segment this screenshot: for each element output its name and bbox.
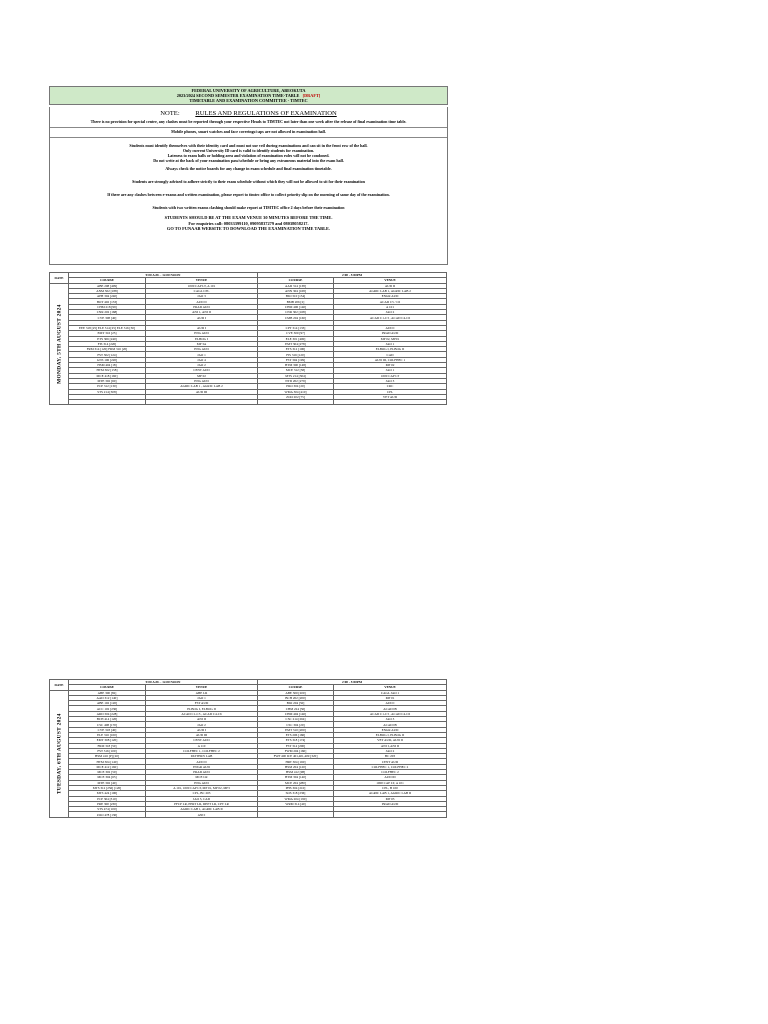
pm-course-cell: AAD 314 [138] <box>258 283 334 288</box>
table-row <box>50 812 447 817</box>
pm-course-cell: MCE 204 [280] <box>258 780 334 785</box>
pm-course-cell: WMA 304 [410] <box>258 389 334 394</box>
pm-course-cell: MTS 214 [304] <box>258 373 334 378</box>
university-name: FEDERAL UNIVERSITY OF AGRICULTURE, ABEOKUTA <box>191 87 306 93</box>
pm-course-cell: HTM 300 [148] <box>258 363 334 368</box>
am-venue-cell: JAO 1 <box>146 695 258 700</box>
am-course-cell: HSM 404 [18] <box>69 363 146 368</box>
pm-venue-cell: VET AUD <box>334 394 447 399</box>
pm-course-cell: ETS 318 [174] <box>258 738 334 743</box>
venue-column-header: VENUE <box>334 278 447 283</box>
am-venue-cell: COLFHEC 1, COLFHEC 2 <box>146 748 258 753</box>
exam-date-cell: MONDAY, 5TH AUGUST 2024 <box>50 283 69 405</box>
pm-course-cell: CHM 224 [50] <box>258 706 334 711</box>
pm-course-cell: CPT 314 [133] <box>258 325 334 330</box>
am-course-cell: FRM 318 [50] <box>69 743 146 748</box>
am-venue-cell: PFCP LR, PERT LR, DEPT LR, CPT LR <box>146 801 258 806</box>
am-course-cell: ETS 306 [240] <box>69 336 146 341</box>
am-course-cell: HTM 302 [158] <box>69 368 146 373</box>
am-venue-cell: AUD III <box>146 732 258 737</box>
am-course-cell: PRE 300 [230] <box>69 801 146 806</box>
committee-name: TIMETABLE AND EXAMINATION COMMITTEE - TIMTEC <box>189 97 308 103</box>
pm-course-cell: FST 304 [199] <box>258 357 334 362</box>
pm-venue-cell: COLFHEC 1, COLFHEC 2 <box>334 764 447 769</box>
am-course-cell: MTS 312 [256] [120] <box>69 785 146 790</box>
course-column-header: COURSE <box>258 685 334 690</box>
am-course-cell <box>69 400 146 405</box>
am-venue-cell: MCE LR <box>146 775 258 780</box>
am-venue-cell: JAO 1 <box>146 352 258 357</box>
rule-identity: Students must identify themselves with their identity card and must not use veil during examinations and can sit in the front row of the hall. <box>129 142 368 148</box>
pm-venue-cell: ENGR AUD <box>334 727 447 732</box>
am-venue-cell: 1000 CAP LT, A 101 <box>146 283 258 288</box>
pm-venue-cell: ELBOG I, ELBOG II <box>334 347 447 352</box>
am-course-cell: CNR 202 [168] <box>69 310 146 315</box>
am-course-cell: MCE 412 [160] <box>69 764 146 769</box>
pm-course-cell: CHM 404 [140] <box>258 711 334 716</box>
download-line: GO TO FUNAAB WEBSITE TO DOWNLOAD THE EXAMINATION TIME TABLE. <box>166 226 331 232</box>
pm-venue-cell: ENGR AUD <box>334 294 447 299</box>
pm-venue-cell: JAO 1 <box>334 368 447 373</box>
am-course-cell: CVE 308 [40] <box>69 315 146 320</box>
pm-course-cell: ELE 301 [400] <box>258 336 334 341</box>
am-course-cell: CHM 218 [99] <box>69 304 146 309</box>
am-venue-cell: JAO 3, CAD <box>146 796 258 801</box>
pm-venue-cell: JAO 3 <box>334 378 447 383</box>
am-course-cell: MCE 302 [50] <box>69 770 146 775</box>
am-course-cell: MTE 302 [40] <box>69 780 146 785</box>
rules-section <box>49 107 448 265</box>
am-course-cell: HSM 416 [P] [20] <box>69 754 146 759</box>
pm-course-cell: EMT 310 [200] <box>258 727 334 732</box>
am-venue-cell: ENG AUD <box>146 378 258 383</box>
timetable-title: 2023/2024 SECOND SEMESTER EXAMINATION TIME-TABLE [DRAFT] <box>176 92 321 98</box>
pm-course-cell: CNR 302 [168] <box>258 310 334 315</box>
am-venue-cell: ABE LR <box>146 690 258 695</box>
pm-course-cell: HSM 412 [98] <box>258 770 334 775</box>
course-column-header: COURSE <box>69 278 146 283</box>
venue-column-header: VENUE <box>146 278 258 283</box>
pm-course-cell: HSM 204 [120] <box>258 764 334 769</box>
pm-course-cell: BMB 206 [2] <box>258 299 334 304</box>
afternoon-slot-header: 2:00 - 5:00PM <box>258 273 447 278</box>
am-venue-cell: PRAD AUD <box>146 770 258 775</box>
pm-course-cell: ETS 312 [100] <box>258 347 334 352</box>
am-course-cell: AAD 312 [140] <box>69 695 146 700</box>
course-column-header: COURSE <box>258 278 334 283</box>
am-venue-cell: A 110 <box>146 743 258 748</box>
am-venue-cell: ENGR AUD <box>146 764 258 769</box>
pm-course-cell: HTM 304 [140] <box>258 775 334 780</box>
am-course-cell: EMT 316 [25] <box>69 331 146 336</box>
rules-heading: RULES AND REGULATIONS OF EXAMINATION <box>195 110 337 117</box>
pm-venue-cell: ACAD C5 / C6 <box>334 299 447 304</box>
enquiries-line: For enquiries call: 08033399110, 09095837279 and 08038058217. <box>188 220 309 226</box>
pm-venue-cell: BC 203 <box>334 754 447 759</box>
pm-course-cell: PRO 304 [20] <box>258 384 334 389</box>
am-venue-cell: ANI II <box>146 717 258 722</box>
pm-venue-cell: ACAD C1-C3 , ACAD C4-C6 <box>334 711 447 716</box>
am-course-cell: FST 316 [100] <box>69 748 146 753</box>
morning-slot-header: 9:00 A.M. - 12.00 NOON <box>69 680 258 685</box>
am-course-cell: STS 474 [100] <box>69 807 146 812</box>
am-course-cell: PCP 312 [130] <box>69 384 146 389</box>
pm-venue-cell: 1000 CAP LT <box>334 373 447 378</box>
am-venue-cell: ENG AUD <box>146 347 258 352</box>
am-course-cell: FST 302 [124] <box>69 352 146 357</box>
draft-label: [DRAFT] <box>302 92 321 98</box>
am-venue-cell: AGRIC LAB 1, AGRIC LAB II <box>146 807 258 812</box>
pm-venue-cell: PRAD AUD <box>334 331 447 336</box>
am-course-cell: BOT 402 [133] <box>69 299 146 304</box>
am-course-cell: FRM 314 [120] FRM 316 [20] <box>69 347 146 352</box>
rule-id-card: Only current University ID card is valid to identify students for examination. <box>182 147 315 153</box>
am-course-cell: EMT 308 [120] <box>69 738 146 743</box>
rule-exam-schedule: Students are strongly advised to adhere strictly to their exam schedule without which they will not be allowed to sit for their examination <box>132 179 365 185</box>
am-venue-cell: CENT AUD <box>146 368 258 373</box>
am-venue-cell: ELBOG I, ELBOG II <box>146 706 258 711</box>
am-course-cell: BCH 414 [120] <box>69 717 146 722</box>
rule-mobile-phones: Mobile phones, smart watches and face coverings/caps are not allowed in examination hall. <box>171 128 326 134</box>
pm-course-cell: CVE 300 [97] <box>258 331 334 336</box>
pm-venue-cell: CAGL JAO 1 <box>334 690 447 695</box>
am-venue-cell: CENT AUD <box>146 738 258 743</box>
pm-venue-cell: JAO 2 <box>334 748 447 753</box>
pm-course-cell: CSC 214 [264] <box>258 717 334 722</box>
am-venue-cell: ACAD C1-C3 , ACAD C4-C6 <box>146 711 258 716</box>
pm-course-cell: FIS 316 [120] <box>258 352 334 357</box>
timetable-tuesday <box>49 679 447 818</box>
pm-course-cell: FST 314 [200] <box>258 743 334 748</box>
pm-venue-cell: MP 01 <box>334 695 447 700</box>
am-venue-cell: AUD II <box>146 299 258 304</box>
pm-course-cell: ABE 300 [200] <box>258 690 334 695</box>
exam-timetable-header <box>49 86 448 105</box>
venue-column-header: VENUE <box>334 685 447 690</box>
pm-venue-cell: MP 03 <box>334 796 447 801</box>
am-venue-cell: AUD I <box>146 727 258 732</box>
afternoon-slot-header: 2:00 - 5:00PM <box>258 680 447 685</box>
pm-course-cell: NTD 202 [279] <box>258 378 334 383</box>
rule-special-centre: There is no provision for special centre, any clashes must be reported through your respective Heads to TIMTEC not later than one week after the release of final examination time table. <box>90 119 407 124</box>
pm-venue-cell: AGRIC LAB 1, AGRIC LAB II <box>334 791 447 796</box>
am-venue-cell: PATTERN LAB <box>146 754 258 759</box>
am-course-cell: PCP 304 [310] <box>69 796 146 801</box>
am-venue-cell <box>146 400 258 405</box>
pm-venue-cell: CAD <box>334 352 447 357</box>
pm-venue-cell: CPL, B 100 <box>334 785 447 790</box>
am-course-cell: HTM 304 [140] <box>69 759 146 764</box>
pm-venue-cell: JAO 3 <box>334 717 447 722</box>
pm-venue-cell: ACAD C1-C3 , ACAD C4-C6 <box>334 315 447 320</box>
pm-venue-cell: CENT AUD <box>334 759 447 764</box>
am-course-cell: MCE 418 [160] <box>69 373 146 378</box>
course-column-header: COURSE <box>69 685 146 690</box>
am-course-cell: ABE 102 [120] <box>69 701 146 706</box>
am-venue-cell: AUD II <box>146 759 258 764</box>
pm-course-cell: MCE 312 [58] <box>258 368 334 373</box>
pm-course-cell: HRT 304 [160] <box>258 759 334 764</box>
am-venue-cell: PRAD AUD <box>146 304 258 309</box>
pm-venue-cell: JAO 2 <box>334 310 447 315</box>
pm-course-cell: WMA 204 [190] <box>258 796 334 801</box>
pm-course-cell <box>258 812 334 817</box>
pm-course-cell: EMT 304 [278] <box>258 341 334 346</box>
am-course-cell: ELE 316 [100] <box>69 732 146 737</box>
am-course-cell: EEE 318 [25] ELE 314 [25] ELE 316 [30] <box>69 325 146 330</box>
pm-venue-cell: ANI I, ANI II <box>334 743 447 748</box>
am-course-cell: ABE 208 [409] <box>69 283 146 288</box>
divider <box>50 137 447 138</box>
am-venue-cell: CPL, BC 203 <box>146 791 258 796</box>
am-venue-cell: ENG AUD <box>146 331 258 336</box>
am-course-cell: ARD 304 [228] <box>69 711 146 716</box>
am-venue-cell: ANI I <box>146 812 258 817</box>
pm-venue-cell: ELBOG I, ELBOG II <box>334 732 447 737</box>
pm-venue-cell: VET AUD, AUD II <box>334 738 447 743</box>
pm-venue-cell: AUD III, COLFHEC 1 <box>334 357 447 362</box>
timetable-monday <box>49 272 447 405</box>
pm-venue-cell: MP 02 <box>334 363 447 368</box>
pm-venue-cell: AUD II <box>334 283 447 288</box>
pm-venue-cell: CRC <box>334 384 447 389</box>
pm-course-cell: BIO 204 [50] <box>258 701 334 706</box>
am-course-cell: ZOO 478 [130] <box>69 812 146 817</box>
am-course-cell: APH 304 [240] <box>69 294 146 299</box>
pm-venue-cell: 1000 CAP LT, A 101 <box>334 780 447 785</box>
pm-course-cell: PHS 304 [210] <box>258 785 334 790</box>
am-course-cell: CSC 408 [170] <box>69 722 146 727</box>
am-course-cell: ANM 302 [188] <box>69 288 146 293</box>
am-course-cell: STS 214 [308] <box>69 389 146 394</box>
am-venue-cell: AUD I <box>146 315 258 320</box>
pm-venue-cell: AGRIC LAB 1, AGRIC LAB 2 <box>334 288 447 293</box>
pm-venue-cell: ACAD IB <box>334 706 447 711</box>
am-venue-cell: JAO 3 <box>146 294 258 299</box>
pm-venue-cell: COLFHEC 2 <box>334 770 447 775</box>
date-column-header: DATE <box>50 273 69 284</box>
rule-notice-boards: Always check the notice boards for any change in exam schedule and final examination timetable. <box>165 166 332 172</box>
pm-venue-cell <box>334 812 447 817</box>
morning-slot-header: 9:00 A.M. - 12.00 NOON <box>69 273 258 278</box>
am-venue-cell: ELBOG I <box>146 336 258 341</box>
am-course-cell: ABE 300 [82] <box>69 690 146 695</box>
am-course-cell: MCE 304 [65] <box>69 775 146 780</box>
pm-course-cell: ANN 304 [168] <box>258 288 334 293</box>
pm-course-cell: ETS 206 [160] <box>258 732 334 737</box>
pm-course-cell: CHM 406 [140] <box>258 304 334 309</box>
pm-venue-cell: JAO 1 <box>334 341 447 346</box>
pm-course-cell: BIO 310 [154] <box>258 294 334 299</box>
pm-venue-cell: AUD I <box>334 701 447 706</box>
pm-venue-cell: CPL <box>334 389 447 394</box>
note-label: NOTE: <box>160 110 180 117</box>
date-column-header: DATE <box>50 680 69 691</box>
am-venue-cell: ANI 1, ANI II <box>146 310 258 315</box>
am-venue-cell: AGRIC LAB 1 , AGRIC LAB 2 <box>146 384 258 389</box>
pm-course-cell: CMB 204 [160] <box>258 315 334 320</box>
pm-venue-cell: A 101 <box>334 304 447 309</box>
am-venue-cell: AUD I <box>146 325 258 330</box>
pm-course-cell: ZOO 202 [75] <box>258 394 334 399</box>
pm-course-cell: BCH 202 [200] <box>258 695 334 700</box>
am-venue-cell: AUD III <box>146 389 258 394</box>
am-venue-cell: JAO 2 <box>146 722 258 727</box>
am-course-cell: CVE 318 [40] <box>69 727 146 732</box>
am-course-cell: MTS 424 [100] <box>69 791 146 796</box>
rules-heading-line <box>50 110 447 118</box>
pm-venue-cell: AUD III <box>334 775 447 780</box>
rule-written-clashes: Students with two written exams clashing should make report at TIMTEC office 2 days before their examination <box>152 205 345 211</box>
venue-column-header: VENUE <box>146 685 258 690</box>
am-venue-cell: A 101, 1000 CAP LT, MP 01, MP 02, MP3 <box>146 785 258 790</box>
am-venue-cell: CAGL CPL <box>146 288 258 293</box>
rule-arrival-time: STUDENTS SHOULD BE AT THE EXAM VENUE 30 MINUTES BEFORE THE TIME. <box>164 215 333 221</box>
pm-venue-cell: ACAD IB <box>334 722 447 727</box>
pm-course-cell: WRM 314 [40] <box>258 801 334 806</box>
pm-course-cell <box>258 400 334 405</box>
pm-course-cell: FWP 400 ICE 401,401,409 [320] <box>258 754 334 759</box>
table-row <box>50 400 447 405</box>
pm-venue-cell <box>334 400 447 405</box>
am-venue-cell: MP 3A <box>146 341 258 346</box>
pm-course-cell: CSC 304 [20] <box>258 722 334 727</box>
am-venue-cell: FST AUD <box>146 701 258 706</box>
rule-extraneous-material: Do not write at the back of your examination pass/schedule or bring any extraneous material into the exam hall. <box>153 157 344 163</box>
am-venue-cell: MP 02 <box>146 373 258 378</box>
rule-lateness: Lateness to exam halls or holding area and violation of examination rules will not be condoned. <box>167 152 330 158</box>
divider <box>50 127 447 128</box>
am-course-cell: ACC 102 [230] <box>69 706 146 711</box>
am-course-cell: FIS 314 [220] <box>69 341 146 346</box>
am-venue-cell: ENG AUD <box>146 780 258 785</box>
am-course-cell: GNS 106 [220] <box>69 357 146 362</box>
pm-course-cell: SOS 318 [236] <box>258 791 334 796</box>
pm-venue-cell: PRAD AUD <box>334 801 447 806</box>
pm-venue-cell: MP 02, MP01 <box>334 336 447 341</box>
pm-course-cell: FWM 204 [160] <box>258 748 334 753</box>
pm-venue-cell: AUD I <box>334 325 447 330</box>
exam-date-cell: TUESDAY, 6TH AUGUST 2024 <box>50 690 69 817</box>
am-venue-cell: JAO 4 <box>146 357 258 362</box>
rule-e-exam-clashes: If there are any clashes between e-exams and written examination, please report to timtec office to collect priority slip on the morning of same day of the examination. <box>107 192 390 198</box>
am-course-cell: MTE 302 [60] <box>69 378 146 383</box>
am-venue-cell: JAO 2 <box>146 363 258 368</box>
